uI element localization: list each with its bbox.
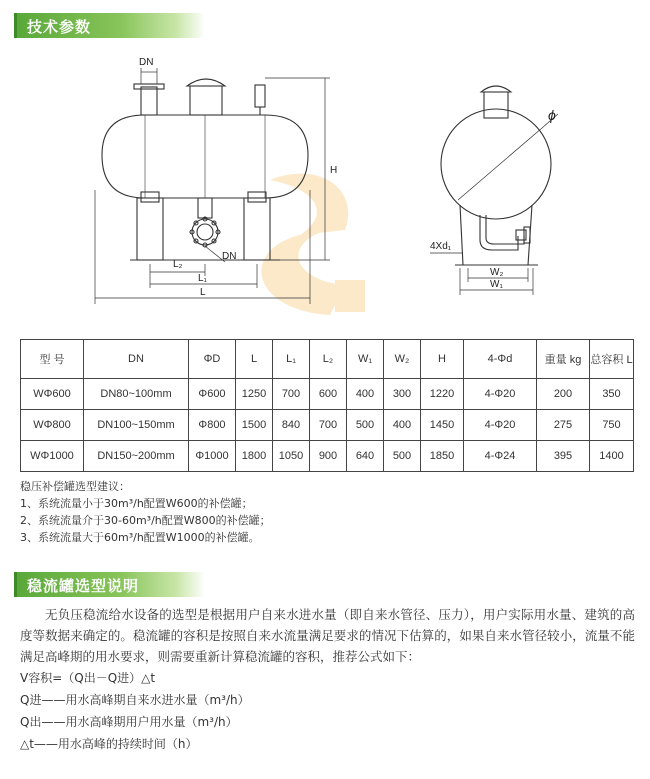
col-l2: L₂ [310,340,347,379]
bottom-outlet [198,198,212,218]
formula-block [20,667,635,755]
side-tank-body [441,109,551,219]
table-row [21,379,634,410]
cell: Φ1000 [189,441,236,472]
cell: 1250 [236,379,273,410]
cell: 1220 [421,379,464,410]
cell: 4-Φ24 [464,441,537,472]
cell: 1500 [236,410,273,441]
cell: 1050 [273,441,310,472]
tech-params-title: 技术参数 [27,18,92,36]
cell: 900 [310,441,347,472]
cell: WΦ1000 [21,441,84,472]
label-h: H [330,165,338,176]
cell: 640 [347,441,384,472]
right-leg [244,198,270,260]
cell: DN80~100mm [84,379,189,410]
cell: 700 [273,379,310,410]
cell: 600 [310,379,347,410]
cell: 1800 [236,441,273,472]
cell: 1400 [590,441,634,472]
cell: WΦ600 [21,379,84,410]
label-dn-bottom: DN [222,251,237,262]
formula-def: Q出——用水高峰期用户用水量（m³/h） [20,715,238,729]
col-weight: 重量 kg [537,340,590,379]
label-l2: L₂ [173,259,183,270]
col-l: L [236,340,273,379]
col-volume: 总容积 L [590,340,634,379]
cell: 500 [347,410,384,441]
note-item: 2、系统流量介于30-60m³/h配置W800的补偿罐； [20,514,271,527]
cell: 400 [384,410,421,441]
side-manhole [484,92,508,118]
watermark-logo [261,174,365,315]
cell: DN100~150mm [84,410,189,441]
cell: 400 [347,379,384,410]
cell: 4-Φ20 [464,379,537,410]
formula-def: Q进——用水高峰期自来水进水量（m³/h） [20,693,250,707]
formula-def: △t——用水高峰的持续时间（h） [20,737,198,751]
cell: 350 [590,379,634,410]
cell: 840 [273,410,310,441]
label-l1: L₁ [198,273,207,284]
selection-title: 稳流罐选型说明 [27,577,140,595]
cell: Φ800 [189,410,236,441]
table-row [21,410,634,441]
label-w1: W₁ [490,279,503,290]
col-feet: 4-Φd [464,340,537,379]
cell: Φ600 [189,379,236,410]
label-feet: 4Xd₁ [430,241,452,252]
cell: 1850 [421,441,464,472]
table-row [21,441,634,472]
cell: 395 [537,441,590,472]
col-l1: L₁ [273,340,310,379]
label-dn-top: DN [139,57,154,68]
description-paragraph: 无负压稳流给水设备的选型是根据用户自来水进水量（即自来水管径、压力），用户实际用水量、建筑的高度等数据来确定的。稳流罐的容积是按照自来水流量满足要求的情况下估算的，如果自来水管径较小，流量不能满足高峰期的用水要求，则需要重新计算稳流罐的容积，推荐公式如下： [20,607,635,664]
col-w2: W₂ [384,340,421,379]
cell: 4-Φ20 [464,410,537,441]
top-nozzle [141,87,157,115]
note-item: 3、系统流量大于60m³/h配置W1000的补偿罐。 [20,531,260,544]
label-w2: W₂ [490,267,504,278]
cell: 750 [590,410,634,441]
label-phi: ϕ [548,107,556,123]
level-gauge [255,85,265,107]
col-h: H [421,340,464,379]
col-phid: ΦD [189,340,236,379]
tech-params-heading [14,13,205,38]
cell: 1450 [421,410,464,441]
cell: 200 [537,379,590,410]
selection-heading [14,572,205,597]
cell: 300 [384,379,421,410]
spec-table [20,339,634,472]
col-dn: DN [84,340,189,379]
note-item: 1、系统流量小于30m³/h配置W600的补偿罐； [20,497,253,510]
cell: 700 [310,410,347,441]
manhole [190,86,222,115]
cell: 500 [384,441,421,472]
col-model: 型 号 [21,340,84,379]
cell: 275 [537,410,590,441]
selection-notes [20,478,271,546]
notes-title: 稳压补偿罐选型建议： [20,480,130,493]
left-leg [137,198,163,260]
tank-diagram [0,40,650,330]
table-header-row [21,340,634,379]
cell: DN150~200mm [84,441,189,472]
selection-description [20,604,635,755]
label-l: L [200,287,206,298]
col-w1: W₁ [347,340,384,379]
formula: V容积=（Q出－Q进）△t [20,671,156,685]
cell: WΦ800 [21,410,84,441]
